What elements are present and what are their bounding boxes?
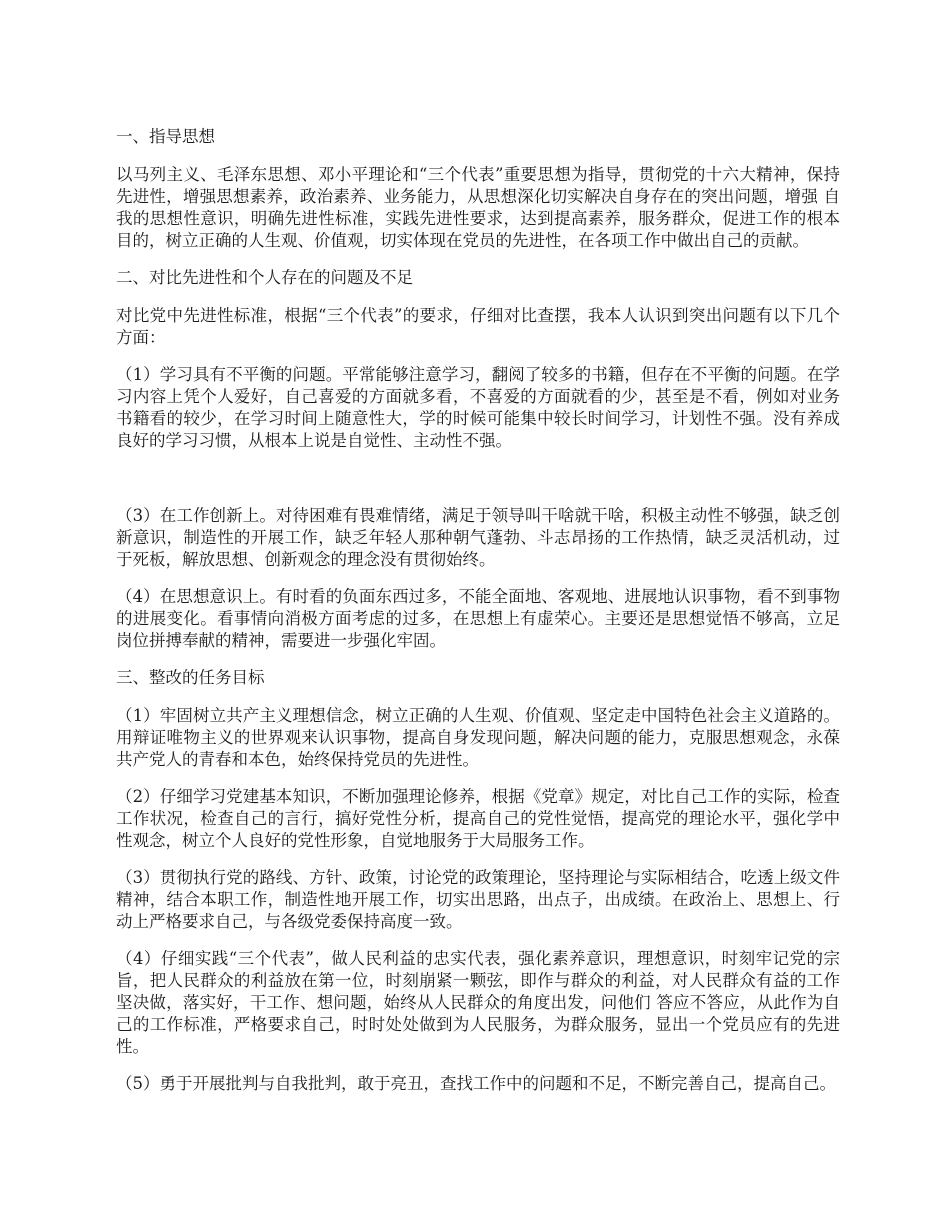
paragraph: 对比党中先进性标准，根据“三个代表”的要求，仔细对比查摆，我本人认识到突出问题有以下几个方面：: [116, 306, 840, 347]
blank-gap: [116, 467, 840, 505]
paragraph: 以马列主义、毛泽东思想、邓小平理论和“三个代表”重要思想为指导，贯彻党的十六大精神，保持先进性，增强思想素养，政治素养、业务能力，从思想深化切实解决自身存在的突出问题，增强 自我的思想性意识，明确先进性标准，实践先进性要求，达到提高素养，服务群众，促进工作的根本目的，树立正确的人生观、价值观，切实体现在党员的先进性，在各项工作中做出自己的贡献。: [116, 165, 840, 250]
document-body: [116, 126, 840, 1110]
paragraph: （5）勇于开展批判与自我批判，敢于亮丑，查找工作中的问题和不足，不断完善自己，提高自己。: [116, 1074, 836, 1093]
paragraph: （1）牢固树立共产主义理想信念，树立正确的人生观、价值观、坚定走中国特色社会主义道路的。用辩证唯物主义的世界观来认识事物，提高自身发现问题，解决问题的能力，克服思想观念，永葆共产党人的青春和本色，始终保持党员的先进性。: [116, 706, 840, 769]
paragraph: （3）在工作创新上。对待困难有畏难情绪，满足于领导叫干啥就干啥，积极主动性不够强，缺乏创新意识，制造性的开展工作，缺乏年轻人那种朝气蓬勃、斗志昂扬的工作热情，缺乏灵活机动，过于死板，解放思想、创新观念的理念没有贯彻始终。: [116, 506, 840, 569]
paragraph: （1）学习具有不平衡的问题。平常能够注意学习，翻阅了较多的书籍，但存在不平衡的问题。在学习内容上凭个人爱好，自己喜爱的方面就多看，不喜爱的方面就看的少，甚至是不看，例如对业务书籍看的较少，在学习时间上随意性大，学的时候可能集中较长时间学习，计划性不强。没有养成良好的学习习惯，从根本上说是自觉性、主动性不强。: [116, 365, 840, 450]
paragraph: （3）贯彻执行党的路线、方针、政策，讨论党的政策理论，坚持理论与实际相结合，吃透上级文件精神，结合本职工作，制造性地开展工作，切实出思路，出点子，出成绩。在政治上、思想上、行动上严格要求自己，与各级党委保持高度一致。: [116, 868, 840, 931]
paragraph: （2）仔细学习党建基本知识，不断加强理论修养，根据《党章》规定，对比自己工作的实际，检查工作状况，检查自己的言行，搞好党性分析，提高自己的党性觉悟，提高党的理论水平，强化学中性观念，树立个人良好的党性形象，自觉地服务于大局服务工作。: [116, 787, 840, 850]
section-heading-problems: 二、对比先进性和个人存在的问题及不足: [116, 268, 413, 287]
section-heading-rectification-goals: 三、整改的任务目标: [116, 668, 265, 687]
paragraph: （4）仔细实践“三个代表”，做人民利益的忠实代表，强化素养意识，理想意识，时刻牢记党的宗旨，把人民群众的利益放在第一位，时刻崩紧一颗弦，即作与群众的利益，对人民群众有益的工作坚决做，落实好，干工作、想问题，始终从人民群众的角度出发，问他们 答应不答应，从此作为自己的工作标准，严格要求自己，时时处处做到为人民服务，为群众服务，显出一个党员应有的先进性。: [116, 949, 840, 1056]
section-heading-guiding-thought: 一、指导思想: [116, 127, 215, 146]
paragraph: （4）在思想意识上。有时看的负面东西过多，不能全面地、客观地、进展地认识事物，看不到事物的进展变化。看事情向消极方面考虑的过多，在思想上有虚荣心。主要还是思想觉悟不够高，立足岗位拼搏奉献的精神，需要进一步强化牢固。: [116, 587, 840, 650]
